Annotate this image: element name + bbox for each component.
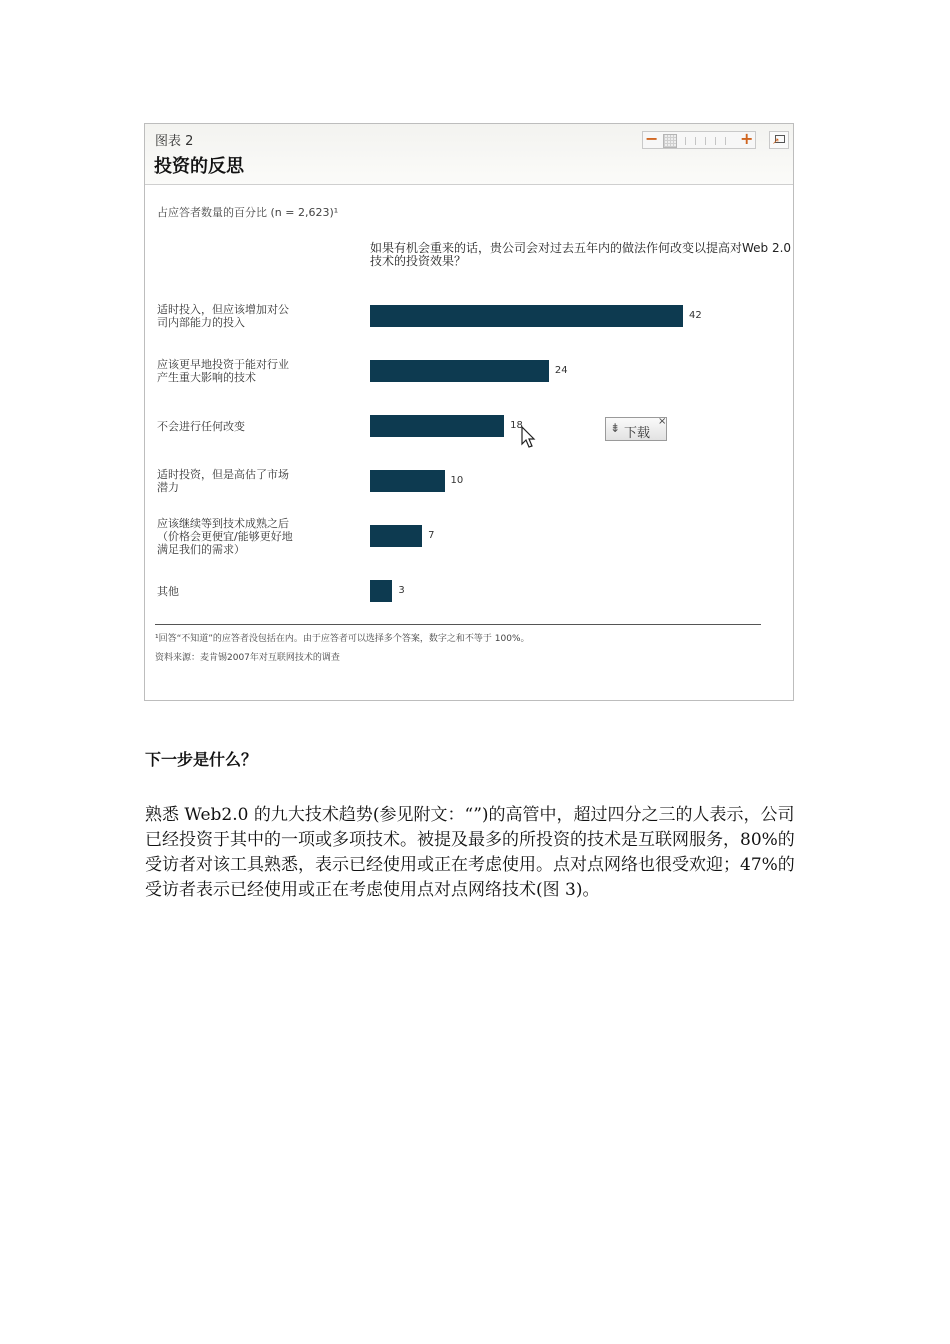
download-label: 下载 <box>624 426 651 441</box>
bar <box>370 415 504 437</box>
zoom-tick[interactable] <box>725 137 726 145</box>
expand-arrow-icon: ↗ <box>772 137 780 147</box>
chart-question: 如果有机会重来的话，贵公司会对过去五年内的做法作何改变以提高对Web 2.0技术的投资效果？ <box>370 241 792 268</box>
category-label: 不会进行任何改变 <box>157 419 245 433</box>
bar-value-label: 42 <box>689 310 702 321</box>
bar <box>370 580 392 602</box>
section-heading: 下一步是什么？ <box>145 750 258 769</box>
zoom-tick[interactable] <box>705 137 706 145</box>
figure-header <box>145 124 793 185</box>
category-label: 适时投入，但应该增加对公 司内部能力的投入 <box>157 303 289 329</box>
download-close-icon[interactable]: × <box>658 416 667 427</box>
zoom-in-button[interactable]: + <box>740 129 754 148</box>
figure-source: 资料来源：麦肯锡2007年对互联网技术的调查 <box>155 653 340 663</box>
category-label: 其他 <box>157 584 179 598</box>
category-label: 应该继续等到技术成熟之后 （价格会更便宜/能够更好地 满足我们的需求） <box>157 516 293 556</box>
bar <box>370 470 445 492</box>
footnote-divider <box>155 624 761 625</box>
download-button[interactable] <box>605 417 667 441</box>
mouse-cursor-icon <box>521 426 537 450</box>
bar-value-label: 10 <box>450 475 464 486</box>
zoom-tick[interactable] <box>715 137 716 145</box>
expand-button[interactable] <box>769 131 789 149</box>
figure-number: 图表 2 <box>155 134 194 149</box>
bar <box>370 525 422 547</box>
body-paragraph: 熟悉 Web2.0 的九大技术趋势(参见附文：“”)的高管中，超过四分之三的人表示，公司已经投资于其中的一项或多项技术。被提及最多的所投资的技术是互联网服务，80%的受访者对该工具熟悉，表示已经使用或正在考虑使用。点对点网络也很受欢迎；47%的受访者表示已经使用或正在考虑使用点对点网络技术(图 3)。 <box>145 805 795 900</box>
bar-value-label: 18 <box>510 420 523 431</box>
bar-value-label: 3 <box>398 585 405 596</box>
bar <box>370 305 683 327</box>
zoom-tick[interactable] <box>685 137 686 145</box>
figure-panel <box>144 123 794 701</box>
zoom-out-button[interactable]: − <box>645 129 659 148</box>
bar-value-label: 24 <box>554 365 568 376</box>
zoom-control[interactable] <box>642 131 756 149</box>
figure-footnote: ¹回答“不知道”的应答者没包括在内。由于应答者可以选择多个答案，数字之和不等于 100%。 <box>155 634 530 644</box>
zoom-tick[interactable] <box>695 137 696 145</box>
bar-value-label: 7 <box>428 530 435 541</box>
download-arrow-icon: ⇟ <box>610 421 621 435</box>
chart-subtitle: 占应答者数量的百分比 (n = 2,623)¹ <box>157 206 339 219</box>
figure-title: 投资的反思 <box>154 156 244 177</box>
zoom-grid-icon[interactable] <box>663 134 677 148</box>
category-label: 应该更早地投资于能对行业 产生重大影响的技术 <box>157 358 289 384</box>
category-label: 适时投资，但是高估了市场 潜力 <box>157 468 289 494</box>
bar <box>370 360 549 382</box>
